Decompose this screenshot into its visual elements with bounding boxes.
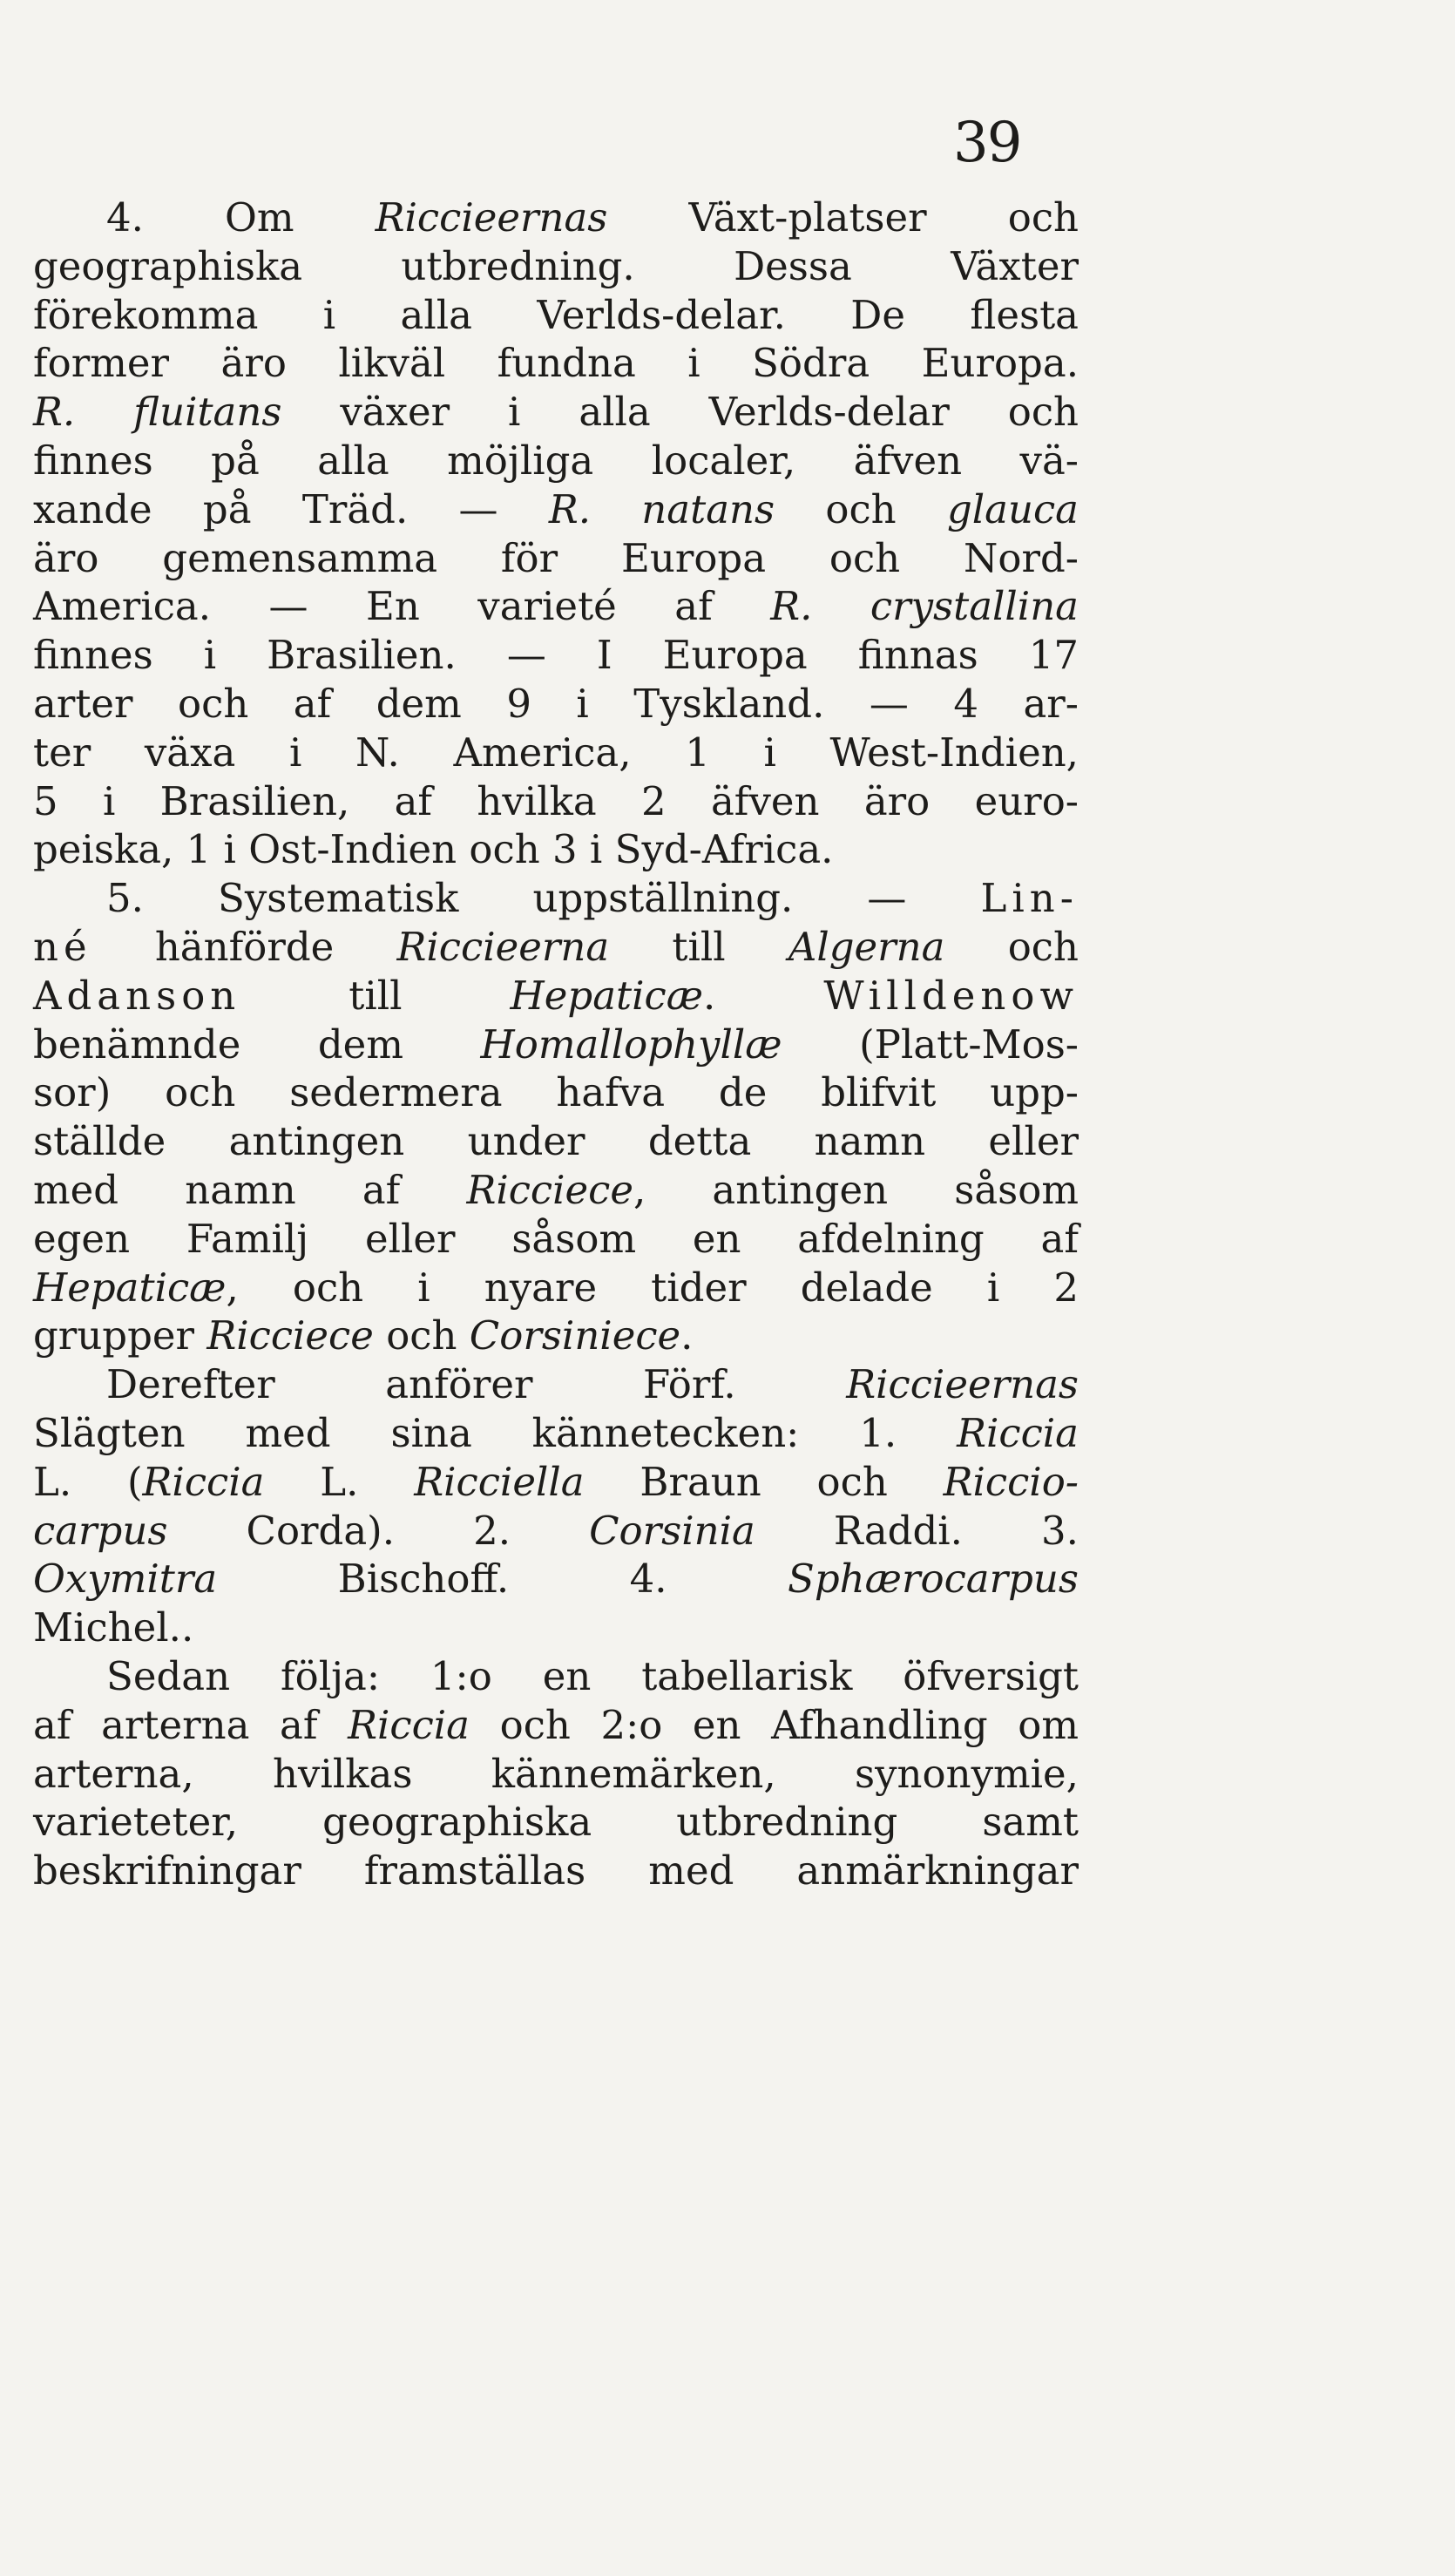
- text-line: af arterna af Riccia och 2:o en Afhandling om: [33, 1701, 1079, 1748]
- text-line: Adanson till Hepaticæ. Willdenow: [33, 972, 1079, 1019]
- text-line: finnes på alla möjliga localer, äfven vä-: [33, 437, 1079, 484]
- text-line: sor) och sedermera hafva de blifvit upp-: [33, 1069, 1079, 1116]
- text-line: Slägten med sina kännetecken: 1. Riccia: [33, 1409, 1079, 1456]
- text-line: ställde antingen under detta namn eller: [33, 1118, 1079, 1165]
- text-line: America. — En varieté af R. crystallina: [33, 583, 1079, 630]
- text-line: peiska, 1 i Ost-Indien och 3 i Syd-Africa.: [33, 826, 834, 873]
- text-line: 5 i Brasilien, af hvilka 2 äfven äro euro-: [33, 777, 1079, 824]
- text-line: 4. Om Riccieernas Växt-platser och: [106, 194, 1079, 241]
- text-line: xande på Träd. — R. natans och glauca: [33, 485, 1079, 532]
- text-line: Derefter anförer Förf. Riccieernas: [106, 1361, 1079, 1408]
- text-line: äro gemensamma för Europa och Nord-: [33, 534, 1079, 581]
- text-line: grupper Ricciece och Corsiniece.: [33, 1312, 694, 1359]
- text-line: med namn af Ricciece, antingen såsom: [33, 1166, 1079, 1213]
- text-line: arter och af dem 9 i Tyskland. — 4 ar-: [33, 680, 1079, 727]
- text-line: carpus Corda). 2. Corsinia Raddi. 3.: [33, 1507, 1079, 1554]
- text-line: Michel..: [33, 1604, 194, 1651]
- text-line: Sedan följa: 1:o en tabellarisk öfversigt: [106, 1652, 1079, 1699]
- text-line: L. (Riccia L. Ricciella Braun och Riccio-: [33, 1458, 1079, 1505]
- text-line: Oxymitra Bischoff. 4. Sphærocarpus: [33, 1556, 1079, 1603]
- page-number: 39: [953, 111, 1021, 175]
- text-line: R. fluitans växer i alla Verlds-delar och: [33, 389, 1079, 436]
- text-line: ter växa i N. America, 1 i West-Indien,: [33, 729, 1079, 776]
- text-line: benämnde dem Homallophyllæ (Platt-Mos-: [33, 1020, 1079, 1068]
- body-text: [33, 193, 1079, 1895]
- text-line: né hänförde Riccieerna till Algerna och: [33, 923, 1079, 970]
- text-line: förekomma i alla Verlds-delar. De flesta: [33, 291, 1079, 338]
- text-line: 5. Systematisk uppställning. — Lin-: [106, 875, 1079, 922]
- text-line: finnes i Brasilien. — I Europa finnas 17: [33, 632, 1079, 679]
- text-line: varieteter, geographiska utbredning samt: [33, 1799, 1079, 1846]
- text-line: geographiska utbredning. Dessa Växter: [33, 242, 1079, 289]
- text-line: Hepaticæ, och i nyare tider delade i 2: [33, 1264, 1079, 1311]
- text-line: arterna, hvilkas kännemärken, synonymie,: [33, 1750, 1079, 1797]
- text-line: former äro likväl fundna i Södra Europa.: [33, 340, 1079, 387]
- text-line: beskrifningar framställas med anmärkningar: [33, 1847, 1079, 1895]
- text-line: egen Familj eller såsom en afdelning af: [33, 1215, 1079, 1262]
